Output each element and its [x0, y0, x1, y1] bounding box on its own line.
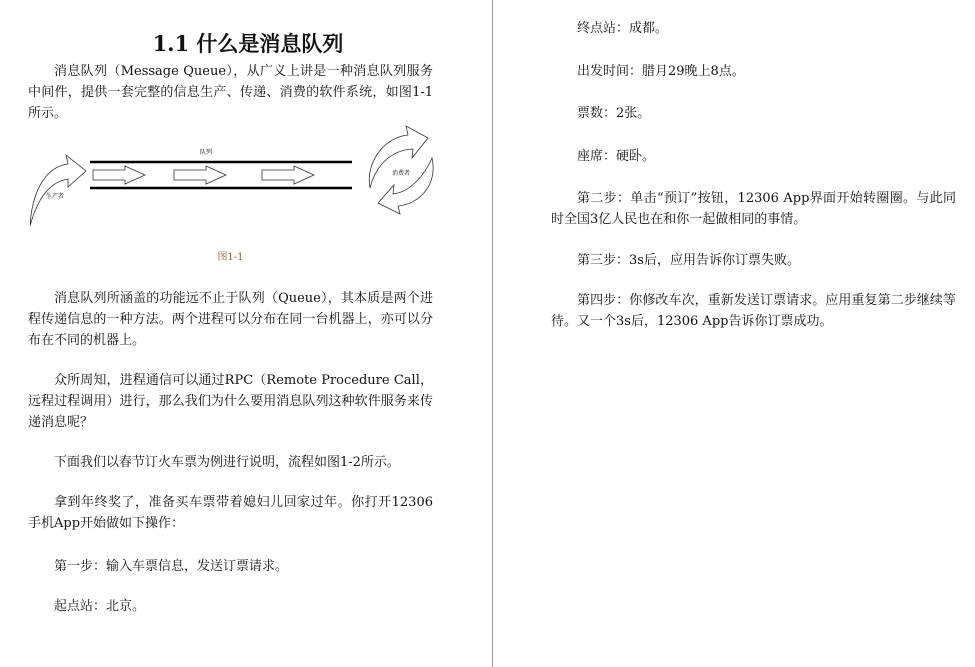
figure-caption: 图1-1	[217, 252, 244, 263]
producer-arrow-icon	[30, 155, 86, 226]
paragraph: 众所周知，进程通信可以通过RPC（Remote Procedure Call，远程过程调用）进行，那么我们为什么要用消息队列这种软件服务来传递消息呢？	[28, 373, 433, 430]
paragraph: 出发时间：腊月29晚上8点。	[577, 64, 745, 79]
message-queue-diagram	[30, 122, 440, 232]
page-divider	[492, 0, 493, 667]
paragraph: 消息队列所涵盖的功能远不止于队列（Queue），其本质是两个进程传递信息的一种方法。两个进程可以分布在同一台机器上，亦可以分布在不同的机器上。	[28, 291, 433, 348]
paragraph: 拿到年终奖了，准备买车票带着媳妇儿回家过年。你打开12306手机App开始做如下操作：	[28, 495, 433, 531]
paragraph: 第四步：你修改车次，重新发送订票请求。应用重复第二步继续等待。又一个3s后，12306 App告诉你订票成功。	[551, 293, 956, 329]
queue-label: 队列	[200, 149, 213, 156]
arrow-icon	[93, 166, 145, 184]
paragraph: 消息队列（Message Queue），从广义上讲是一种消息队列服务中间件，提供一套完整的信息生产、传递、消费的软件系统，如图1-1所示。	[28, 64, 433, 121]
section-title: 1.1 什么是消息队列	[152, 31, 344, 57]
consumer-label: 消费者	[392, 170, 411, 177]
paragraph: 第一步：输入车票信息，发送订票请求。	[54, 559, 289, 574]
consumer-arrow-icon	[378, 158, 433, 214]
paragraph: 座席：硬卧。	[577, 149, 656, 164]
paragraph: 第二步：单击“预订”按钮，12306 App界面开始转圈圈。与此同时全国3亿人民也在和你一起做相同的事情。	[551, 191, 956, 227]
arrow-icon	[174, 166, 226, 184]
paragraph: 第三步：3s后，应用告诉你订票失败。	[577, 253, 800, 268]
arrow-icon	[262, 166, 314, 184]
paragraph: 票数：2张。	[577, 106, 651, 121]
producer-label: 生产者	[46, 193, 65, 200]
paragraph: 下面我们以春节订火车票为例进行说明，流程如图1-2所示。	[54, 455, 400, 470]
paragraph: 终点站：成都。	[577, 21, 669, 36]
paragraph: 起点站：北京。	[54, 599, 146, 614]
